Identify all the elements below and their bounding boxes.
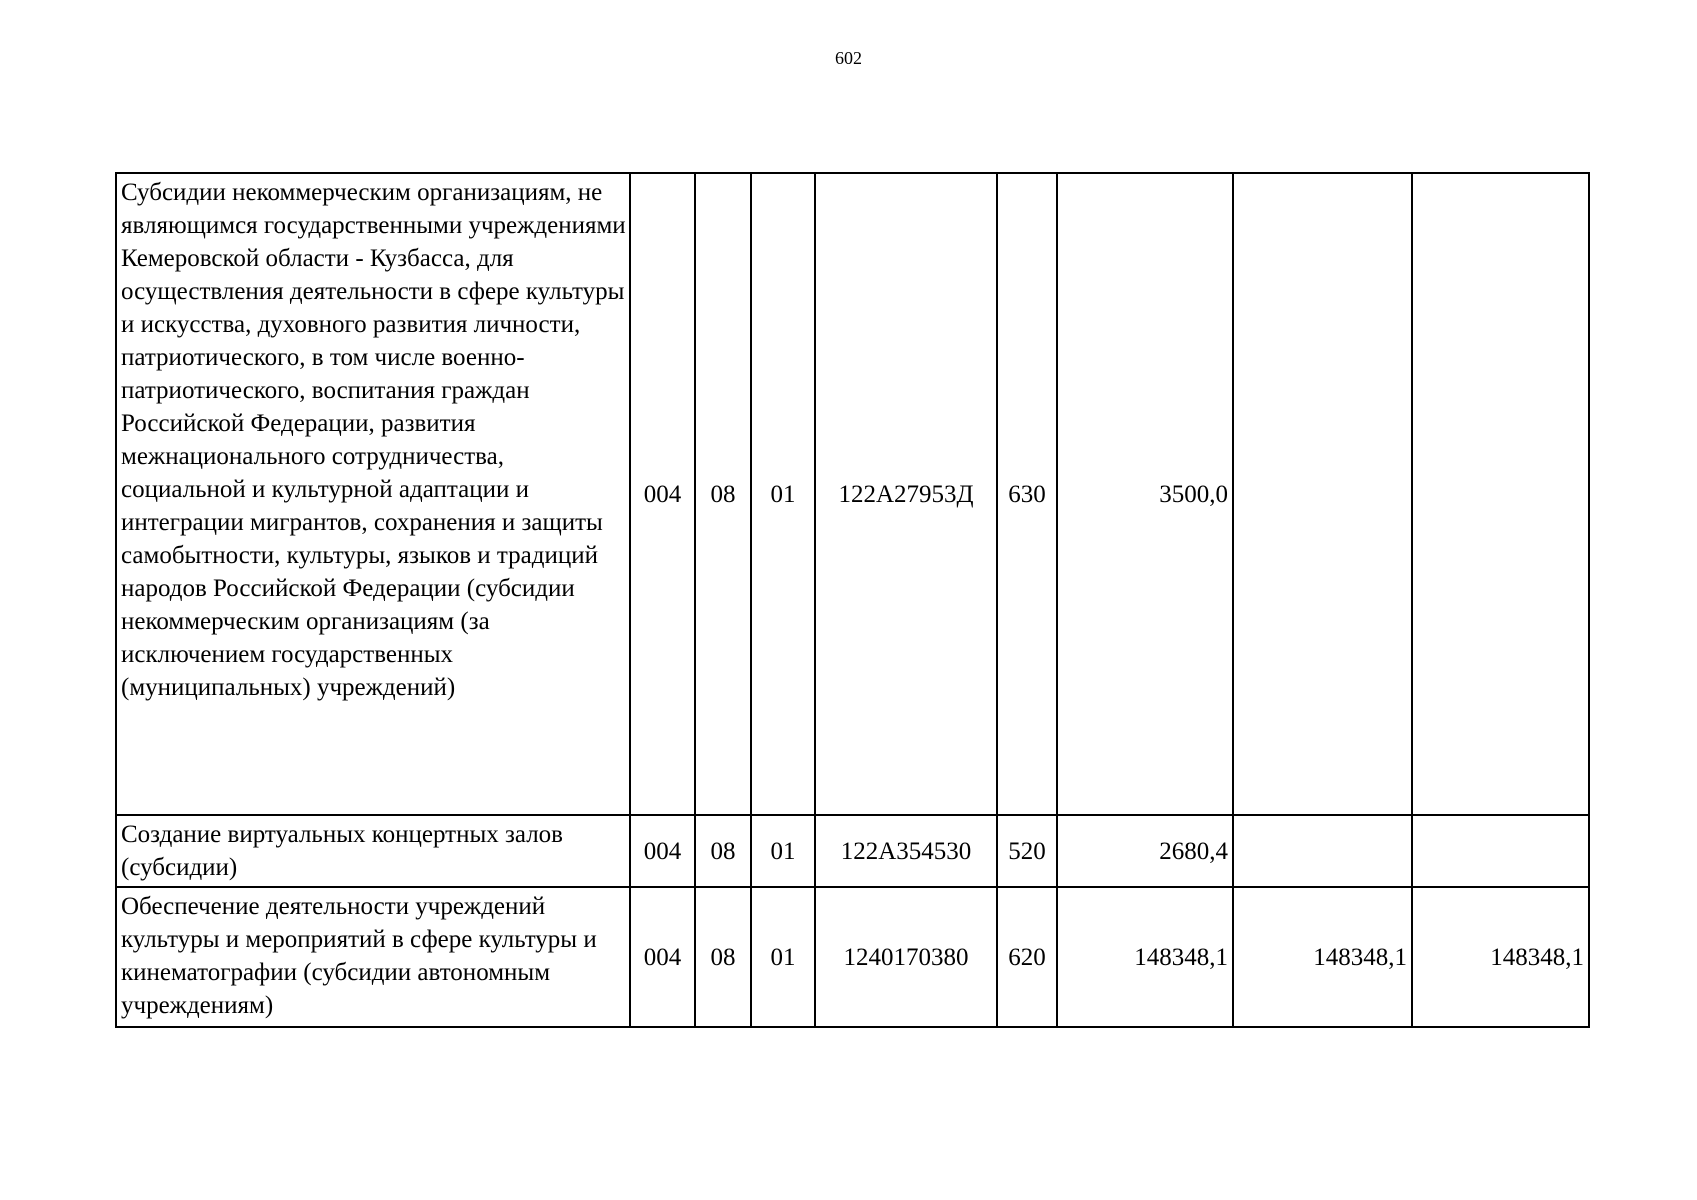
target-article-cell: 1240170380 — [815, 887, 997, 1027]
ministry-code-cell: 004 — [630, 887, 695, 1027]
target-article-cell: 122А354530 — [815, 815, 997, 887]
table-row — [116, 815, 1589, 887]
amount-1-cell: 148348,1 — [1057, 887, 1233, 1027]
expense-type-cell: 630 — [997, 173, 1057, 815]
expense-type-cell: 520 — [997, 815, 1057, 887]
amount-2-cell — [1233, 815, 1412, 887]
section-code-cell: 08 — [695, 815, 751, 887]
section-code-cell: 08 — [695, 887, 751, 1027]
subsection-code-cell: 01 — [751, 815, 815, 887]
amount-3-cell: 148348,1 — [1412, 887, 1589, 1027]
row-name-cell: Обеспечение деятельности учреждений культуры и мероприятий в сфере культуры и кинематографии (субсидии автономным учреждениям) — [116, 887, 630, 1027]
amount-1-cell: 3500,0 — [1057, 173, 1233, 815]
ministry-code-cell: 004 — [630, 815, 695, 887]
subsection-code-cell: 01 — [751, 887, 815, 1027]
amount-3-cell — [1412, 815, 1589, 887]
subsection-code-cell: 01 — [751, 173, 815, 815]
row-name-cell: Создание виртуальных концертных залов (субсидии) — [116, 815, 630, 887]
amount-2-cell — [1233, 173, 1412, 815]
page-number: 602 — [835, 48, 862, 68]
table-row — [116, 173, 1589, 815]
budget-table — [115, 172, 1590, 1028]
target-article-cell: 122А27953Д — [815, 173, 997, 815]
amount-3-cell — [1412, 173, 1589, 815]
table-row — [116, 887, 1589, 1027]
section-code-cell: 08 — [695, 173, 751, 815]
expense-type-cell: 620 — [997, 887, 1057, 1027]
ministry-code-cell: 004 — [630, 173, 695, 815]
row-name-cell: Субсидии некоммерческим организациям, не являющимся государственными учреждениями Кемеровской области - Кузбасса, для осуществления деятельности в сфере культуры и искусства, духовного развития личности, патриотического, в том числе военно-патриотического, воспитания граждан Российской Федерации, развития межнационального сотрудничества, социальной и культурной адаптации и интеграции мигрантов, сохранения и защиты самобытности, культуры, языков и традиций народов Российской Федерации (субсидии некоммерческим организациям (за исключением государственных (муниципальных) учреждений) — [116, 173, 630, 815]
amount-2-cell: 148348,1 — [1233, 887, 1412, 1027]
amount-1-cell: 2680,4 — [1057, 815, 1233, 887]
